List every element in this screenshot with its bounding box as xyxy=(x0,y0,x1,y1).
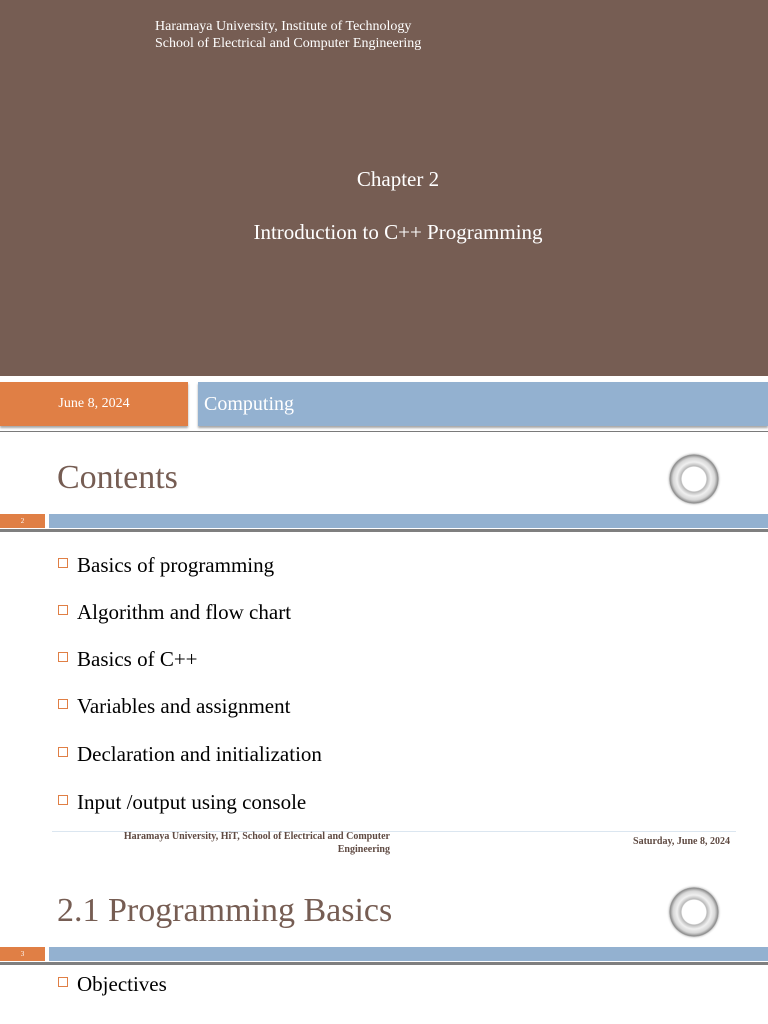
list-item-text: Basics of C++ xyxy=(77,647,198,671)
square-bullet-icon xyxy=(58,605,68,615)
list-item xyxy=(58,790,306,815)
list-item-text: Basics of programming xyxy=(77,553,275,577)
list-item xyxy=(58,553,274,578)
square-bullet-icon xyxy=(58,652,68,662)
square-bullet-icon xyxy=(58,747,68,757)
university-seal-icon xyxy=(669,454,719,504)
square-bullet-icon xyxy=(58,977,68,987)
title-underline xyxy=(0,529,768,532)
slide-number: 2 xyxy=(0,514,45,528)
list-item xyxy=(58,600,291,625)
slide-date: June 8, 2024 xyxy=(0,382,188,426)
footer-institution-line-1: Haramaya University, HiT, School of Electrical and Computer xyxy=(123,831,390,842)
square-bullet-icon xyxy=(58,699,68,709)
list-item xyxy=(58,972,167,997)
list-item xyxy=(58,742,322,767)
list-item-text: Declaration and initialization xyxy=(77,742,322,766)
title-accent-bar xyxy=(49,947,768,961)
list-item xyxy=(58,694,290,719)
institution-line-1: Haramaya University, Institute of Technology xyxy=(155,19,412,34)
university-seal-icon xyxy=(669,887,719,937)
chapter-subtitle: Introduction to C++ Programming xyxy=(253,220,543,244)
slide-title-programming-basics: 2.1 Programming Basics xyxy=(57,892,393,929)
title-underline xyxy=(0,962,768,965)
list-item-text: Variables and assignment xyxy=(77,694,291,718)
footer-institution-line-2: Engineering xyxy=(337,844,390,855)
footer-institution xyxy=(52,830,390,856)
slide-footer-course: Computing xyxy=(198,382,768,426)
slide-number: 3 xyxy=(0,947,45,961)
list-item-text: Objectives xyxy=(77,972,167,996)
list-item-text: Input /output using console xyxy=(77,790,307,814)
slide-separator xyxy=(0,431,768,432)
chapter-title: Chapter 2 xyxy=(356,167,440,191)
square-bullet-icon xyxy=(58,558,68,568)
list-item-text: Algorithm and flow chart xyxy=(77,600,292,624)
title-accent-bar xyxy=(49,514,768,528)
slide-title-contents: Contents xyxy=(57,459,178,496)
institution-line-2: School of Electrical and Computer Engineering xyxy=(155,36,422,51)
square-bullet-icon xyxy=(58,795,68,805)
institution-header xyxy=(155,18,421,52)
list-item xyxy=(58,647,198,672)
footer-date: Saturday, June 8, 2024 xyxy=(633,836,730,847)
